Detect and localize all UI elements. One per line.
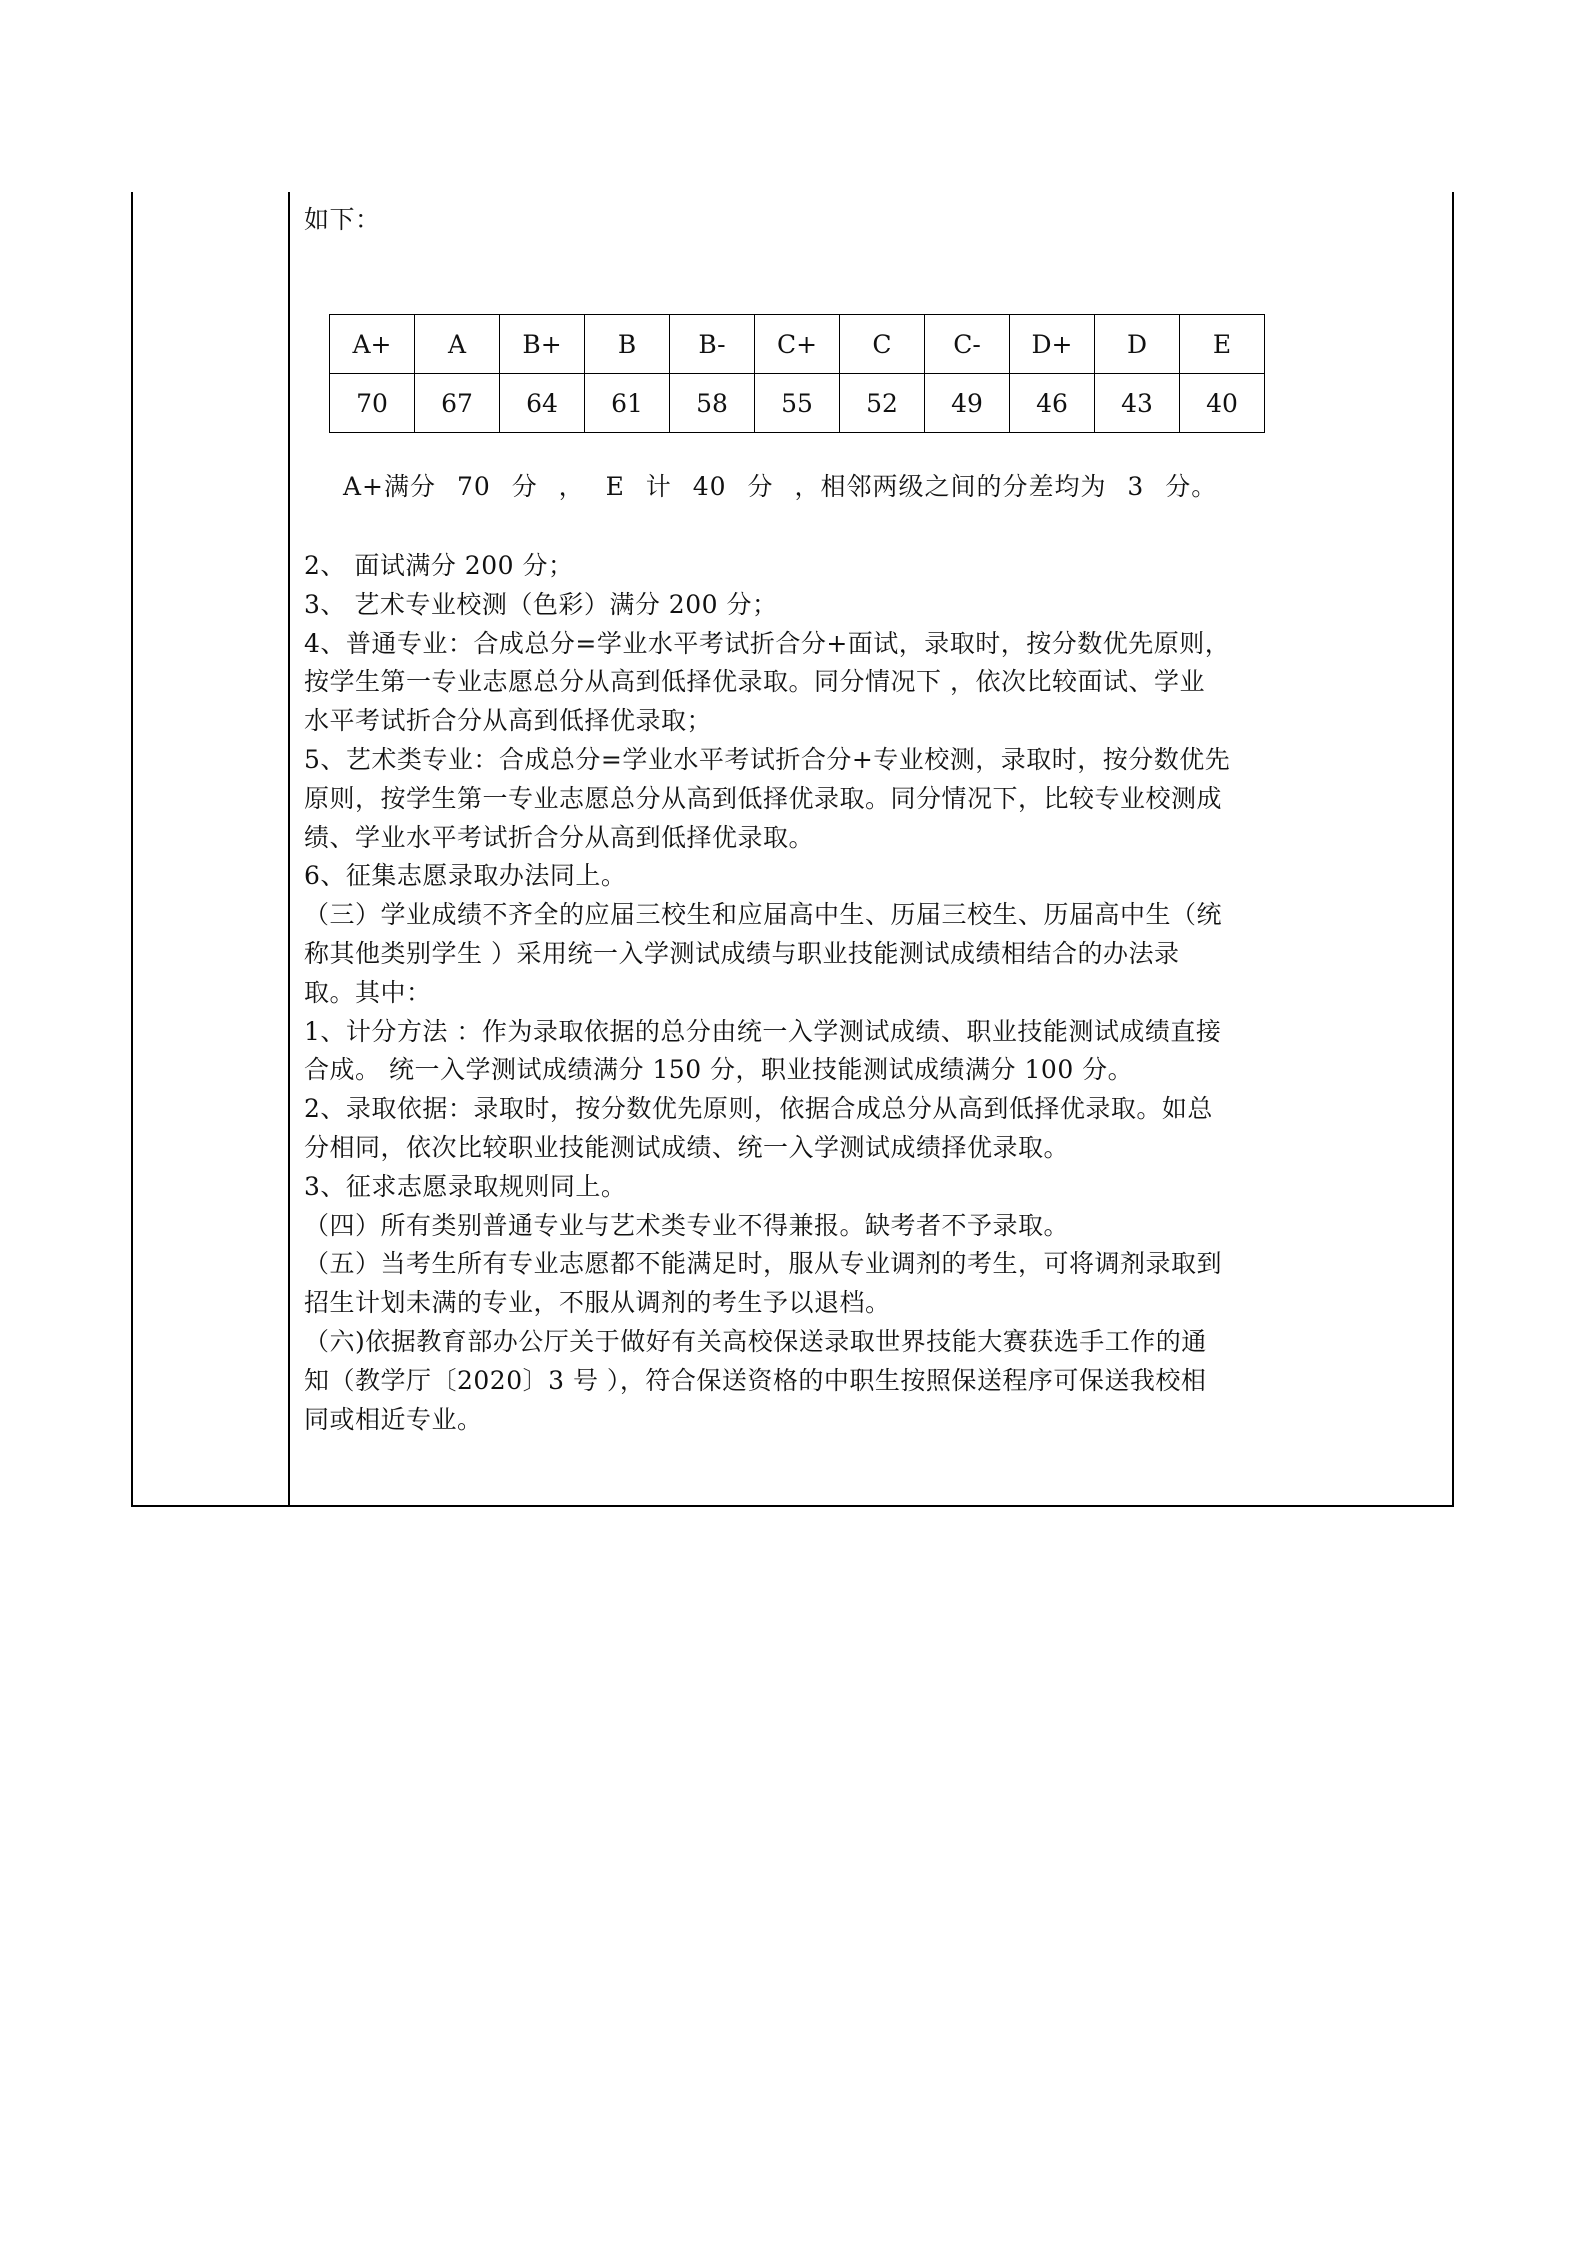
text-line: 4、普通专业：合成总分=学业水平考试折合分+面试，录取时，按分数优先原则，	[304, 628, 1231, 658]
text-line: 招生计划未满的专业，不服从调剂的考生予以退档。	[304, 1288, 891, 1318]
grade-cell: D+	[1010, 315, 1095, 374]
text-line: 3、征求志愿录取规则同上。	[304, 1171, 627, 1201]
grade-cell: C+	[755, 315, 840, 374]
grade-cell: B+	[500, 315, 585, 374]
text-line: （四）所有类别普通专业与艺术类专业不得兼报。缺考者不予录取。	[304, 1210, 1070, 1240]
text-line: 2、录取依据：录取时，按分数优先原则，依据合成总分从高到低择优录取。如总	[304, 1094, 1213, 1124]
text-line: 按学生第一专业志愿总分从高到低择优录取。同分情况下 ，依次比较面试、学业	[304, 667, 1205, 697]
score-cell: 55	[755, 374, 840, 433]
grade-cell: A	[415, 315, 500, 374]
grade-cell: B-	[670, 315, 755, 374]
text-line: 同或相近专业。	[304, 1404, 483, 1434]
body-text	[304, 547, 1444, 1439]
grade-cell: D	[1095, 315, 1180, 374]
column-divider	[288, 192, 290, 1505]
text-line: 称其他类别学生 ）采用统一入学测试成绩与职业技能测试成绩相结合的办法录	[304, 938, 1180, 968]
score-cell: 49	[925, 374, 1010, 433]
score-cell: 58	[670, 374, 755, 433]
text-line: （五）当考生所有专业志愿都不能满足时，服从专业调剂的考生，可将调剂录取到	[304, 1249, 1223, 1279]
score-cell: 40	[1180, 374, 1265, 433]
grade-cell: A+	[330, 315, 415, 374]
score-cell: 46	[1010, 374, 1095, 433]
score-cell: 70	[330, 374, 415, 433]
text-line: （三）学业成绩不齐全的应届三校生和应届高中生、历届三校生、历届高中生（统	[304, 900, 1223, 930]
grade-score-table	[329, 314, 1265, 433]
grade-cell: B	[585, 315, 670, 374]
text-line: 原则，按学生第一专业志愿总分从高到低择优录取。同分情况下，比较专业校测成	[304, 783, 1223, 813]
score-cell: 52	[840, 374, 925, 433]
text-line: 分相同，依次比较职业技能测试成绩、统一入学测试成绩择优录取。	[304, 1132, 1070, 1162]
text-line: 绩、学业水平考试折合分从高到低择优录取。	[304, 822, 815, 852]
text-line: 5、艺术类专业：合成总分=学业水平考试折合分+专业校测，录取时，按分数优先	[304, 744, 1231, 774]
text-line: 合成。 统一入学测试成绩满分 150 分，职业技能测试成绩满分 100 分。	[304, 1055, 1134, 1085]
grade-row	[330, 315, 1265, 374]
score-row	[330, 374, 1265, 433]
text-line: 取。其中：	[304, 977, 432, 1007]
text-line: 知（教学厅〔2020〕3 号 ），符合保送资格的中职生按照保送程序可保送我校相	[304, 1365, 1207, 1395]
text-line: 2、 面试满分 200 分；	[304, 551, 574, 580]
score-cell: 43	[1095, 374, 1180, 433]
text-line: （六)依据教育部办公厅关于做好有关高校保送录取世界技能大赛获选手工作的通	[304, 1326, 1207, 1356]
text-line: 3、 艺术专业校测（色彩）满分 200 分；	[304, 589, 778, 619]
text-line: 1、计分方法 ：作为录取依据的总分由统一入学测试成绩、职业技能测试成绩直接	[304, 1016, 1222, 1046]
text-line: 水平考试折合分从高到低择优录取；	[304, 706, 713, 736]
text-line: 6、征集志愿录取办法同上。	[304, 861, 627, 891]
score-cell: 67	[415, 374, 500, 433]
grade-cell: C	[840, 315, 925, 374]
grade-note: A+满分 70 分 ， E 计 40 分 ，相邻两级之间的分差均为 3 分。	[343, 472, 1218, 501]
outer-table	[131, 192, 1454, 1507]
score-cell: 64	[500, 374, 585, 433]
intro-text: 如下：	[304, 205, 381, 234]
grade-cell: E	[1180, 315, 1265, 374]
score-cell: 61	[585, 374, 670, 433]
grade-cell: C-	[925, 315, 1010, 374]
